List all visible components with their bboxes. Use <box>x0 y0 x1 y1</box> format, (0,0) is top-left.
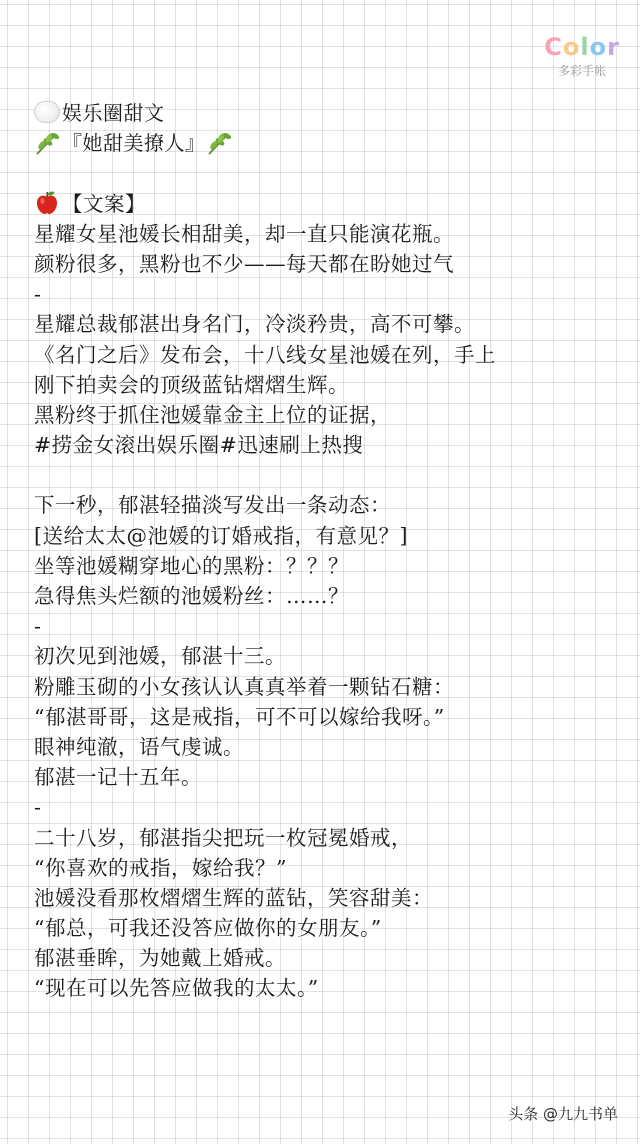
text-line: 星耀总裁郁湛出身名门，冷淡矜贵，高不可攀。 <box>34 312 475 337</box>
text-line: 黑粉终于抓住池媛靠金主上位的证据， <box>34 402 391 427</box>
text-line: [送给太太@池媛的订婚戒指，有意见？] <box>34 523 408 548</box>
color-logo: Color <box>544 33 620 61</box>
text-line: “郁湛哥哥，这是戒指，可不可以嫁给我呀。” <box>34 704 445 729</box>
text-line: 眼神纯澈，语气虔诚。 <box>34 734 244 759</box>
apple-icon <box>34 190 60 216</box>
separator-dash: - <box>34 614 42 639</box>
text-line: 颜粉很多，黑粉也不少——每天都在盼她过气 <box>34 251 454 276</box>
text-line: 池媛没看那枚熠熠生辉的蓝钻，笑容甜美： <box>34 885 433 910</box>
category-line <box>34 98 626 128</box>
category-label: 娱乐圈甜文 <box>62 101 165 125</box>
text-line: 星耀女星池媛长相甜美，却一直只能演花瓶。 <box>34 221 454 246</box>
brand-watermark <box>544 34 620 79</box>
source-credit: 头条 @九九书单 <box>508 1105 618 1123</box>
separator-dash: - <box>34 282 42 307</box>
thought-bubble-icon <box>34 101 60 123</box>
leaf-icon <box>34 130 62 156</box>
text-line: 粉雕玉砌的小女孩认认真真举着一颗钻石糖： <box>34 674 454 699</box>
section-heading <box>34 189 626 219</box>
book-title: 『她甜美撩人』 <box>62 131 206 156</box>
text-line: 坐等池媛糊穿地心的黑粉：？？？ <box>34 553 349 578</box>
text-line: 二十八岁，郁湛指尖把玩一枚冠冕婚戒， <box>34 825 412 850</box>
leaf-icon <box>206 130 234 156</box>
spacer <box>34 460 626 490</box>
text-line: 刚下拍卖会的顶级蓝钻熠熠生辉。 <box>34 372 349 397</box>
text-line: 下一秒，郁湛轻描淡写发出一条动态： <box>34 493 391 518</box>
brand-subtitle: 多彩手帐 <box>558 64 607 78</box>
book-title-line <box>34 128 626 158</box>
text-line: 《名门之后》发布会，十八线女星池媛在列，手上 <box>34 342 496 367</box>
text-line: 急得焦头烂额的池媛粉丝：……？ <box>34 584 349 608</box>
post-content <box>34 98 626 1004</box>
text-line: “郁总，可我还没答应做你的女朋友。” <box>34 916 382 941</box>
text-line: 郁湛一记十五年。 <box>34 765 202 790</box>
text-line: #捞金女滚出娱乐圈#迅速刷上热搜 <box>34 433 364 458</box>
text-line: 郁湛垂眸，为她戴上婚戒。 <box>34 946 286 971</box>
text-line: “现在可以先答应做我的太太。” <box>34 976 319 1001</box>
text-line: “你喜欢的戒指，嫁给我？” <box>34 855 287 880</box>
text-line: 初次见到池媛，郁湛十三。 <box>34 644 286 669</box>
separator-dash: - <box>34 795 42 820</box>
section-label: 【文案】 <box>62 191 146 216</box>
spacer <box>34 158 626 188</box>
